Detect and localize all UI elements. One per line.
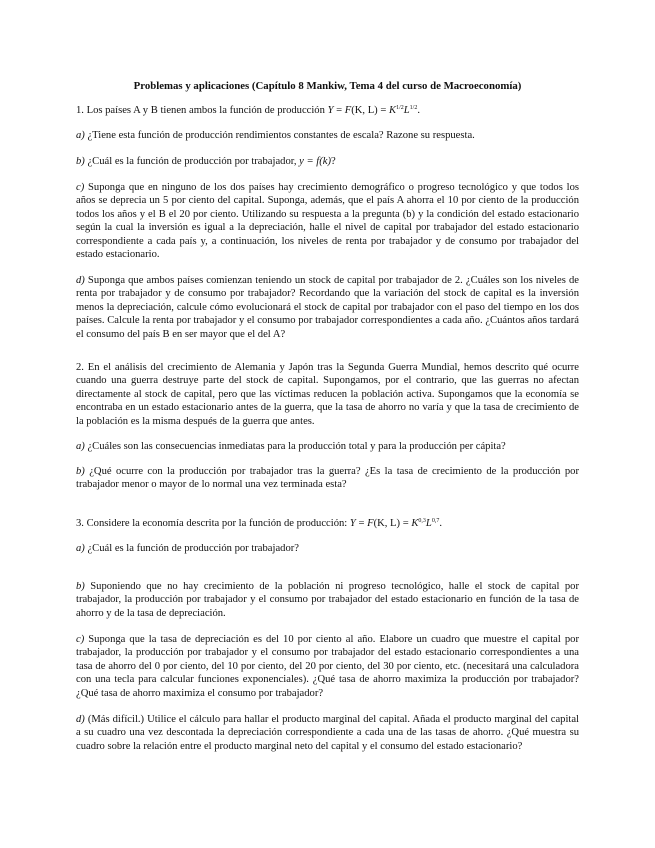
q1-eq-f: F — [344, 105, 352, 116]
q3-a-label: a) — [76, 543, 85, 554]
q1-part-b — [76, 155, 579, 168]
q3-eq-equals-2: = — [400, 518, 412, 529]
q1-eq-k-exponent: 1/2 — [396, 105, 404, 111]
q3-eq-k: K — [411, 518, 419, 529]
q3-part-b — [76, 580, 579, 620]
q2-a-label: a) — [76, 441, 85, 452]
q1-part-a — [76, 129, 579, 142]
q1-d-text: Suponga que ambos países comienzan teniendo un stock de capital por trabajador de 2. ¿Cuáles son los niveles de renta por trabajador y de consumo por trabajador? Recordando que la variación del stock de capital es la inversión menos la depreciación, calcule cómo evolucionará el stock de capital por trabajador con el paso del tiempo en los dos países. Calcule la renta por trabajador y el consumo por trabajador correspondientes a cada año. ¿Cuántos años tardará el consumo del país B en ser mayor que el del A? — [76, 275, 579, 340]
q3-eq-l-exponent: 0,7 — [431, 518, 440, 524]
q2-part-b — [76, 465, 579, 492]
q1-intro: 1. Los países A y B tienen ambos la función de producción — [76, 105, 328, 116]
q1-b-text: ¿Cuál es la función de producción por trabajador, — [84, 156, 300, 167]
q3-b-label: b) — [76, 581, 85, 592]
q1-part-c — [76, 181, 579, 261]
q1-b-end: ? — [331, 156, 336, 167]
q3-eq-k-exponent: 0,3 — [418, 518, 426, 524]
q1-eq-l-exponent: 1/2 — [409, 105, 418, 111]
q2-a-text: ¿Cuáles son las consecuencias inmediatas para la producción total y para la producción per cápita? — [84, 441, 506, 452]
q1-eq-equals-1: = — [333, 105, 345, 116]
page-title: Problemas y aplicaciones (Capítulo 8 Mankiw, Tema 4 del curso de Macroeconomía) — [133, 80, 522, 92]
q3-c-label: c) — [76, 634, 85, 645]
q3-period: . — [439, 518, 442, 529]
q1-eq-l: L — [403, 105, 410, 116]
q2-b-label: b) — [76, 466, 85, 477]
q1-c-text: Suponga que en ninguno de los dos países hay crecimiento demográfico o progreso tecnológico y que todos los años se deprecia un 5 por ciento del capital. Suponga, además, que el país A ahorra el 10 por ciento de la producción todos los años y el B el 20 por ciento. Utilizando su respuesta a la pregunta (b) y la condición del estado estacionario según la cual la inversión es igual a la depreciación, halle el nivel de capital por trabajador del estado estacionario correspondiente a cada país y, a continuación, los niveles de renta por trabajador y de consumo por trabajador del estado estacionario. — [76, 182, 579, 261]
q1-d-label: d) — [76, 275, 85, 286]
q1-a-label: a) — [76, 130, 85, 141]
q3-eq-lhs: Y — [349, 518, 356, 529]
q1-eq-k: K — [389, 105, 397, 116]
q3-b-text: Suponiendo que no hay crecimiento de la población ni progreso tecnológico, halle el stock de capital por trabajador, la producción por trabajador y el consumo por trabajador del estado estacionario en función de la tasa de ahorro y de la tasa de depreciación. — [76, 581, 579, 619]
q3-c-text: Suponga que la tasa de depreciación es del 10 por ciento al año. Elabore un cuadro que muestre el capital por trabajador, la producción por trabajador y el consumo por trabajador del estado estacionario correspondientes a una tasa de ahorro del 0 por ciento, del 10 por ciento, del 20 por ciento, del 30 por ciento, etc. (necesitará una calculadora con una tecla para calcular funciones exponenciales). ¿Qué tasa de ahorro maximiza la producción por trabajador? ¿Qué tasa de ahorro maximiza el consumo por trabajador? — [76, 634, 579, 699]
q1-eq-lhs: Y — [327, 105, 334, 116]
q3-eq-args: (K, L) — [373, 518, 401, 529]
q3-a-text: ¿Cuál es la función de producción por trabajador? — [84, 543, 299, 554]
q3-eq-f: F — [367, 518, 374, 529]
q2-part-a — [76, 440, 579, 453]
q3-intro: 3. Considere la economía descrita por la función de producción: — [76, 518, 350, 529]
q3-eq-l: L — [425, 518, 432, 529]
q3-part-d — [76, 713, 579, 753]
q1-eq-equals-2: = — [377, 105, 389, 116]
q1-a-text: ¿Tiene esta función de producción rendimientos constantes de escala? Razone su respuesta. — [84, 130, 475, 141]
q3-d-label: d) — [76, 714, 85, 725]
q1-b-equation: y = f(k) — [299, 156, 332, 167]
q3-eq-equals-1: = — [355, 518, 368, 529]
q1-statement — [76, 104, 579, 117]
q3-statement — [76, 517, 579, 530]
q2-b-text: ¿Qué ocurre con la producción por trabajador tras la guerra? ¿Es la tasa de crecimiento de la producción por trabajador menor o mayor de lo normal una vez terminada esta? — [76, 466, 579, 491]
q1-part-d — [76, 274, 579, 341]
q1-period: . — [417, 105, 420, 116]
q1-b-label: b) — [76, 156, 85, 167]
q3-part-c — [76, 633, 579, 700]
q3-d-text: (Más difícil.) Utilice el cálculo para hallar el producto marginal del capital. Añada el producto marginal del capital a su cuadro una vez descontada la depreciación correspondiente a cada una de las tasas de ahorro. ¿Qué muestra su cuadro sobre la relación entre el producto marginal neto del capital y el consumo del estado estacionario? — [76, 714, 579, 752]
q1-eq-args: (K, L) — [351, 105, 378, 116]
q3-part-a — [76, 542, 579, 555]
q1-c-label: c) — [76, 182, 85, 193]
q2-statement: 2. En el análisis del crecimiento de Alemania y Japón tras la Segunda Guerra Mundial, hemos descrito qué ocurre cuando una guerra destruye parte del stock de capital. Supongamos, por el contrario, que las guerras no afectan directamente al stock de capital, pero que las víctimas reducen la población activa. Supongamos que la economía se encontraba en un estado estacionario antes de la guerra, que la tasa de ahorro no varía y que la tasa de crecimiento de la población es la misma después de la guerra que antes. — [76, 362, 579, 427]
